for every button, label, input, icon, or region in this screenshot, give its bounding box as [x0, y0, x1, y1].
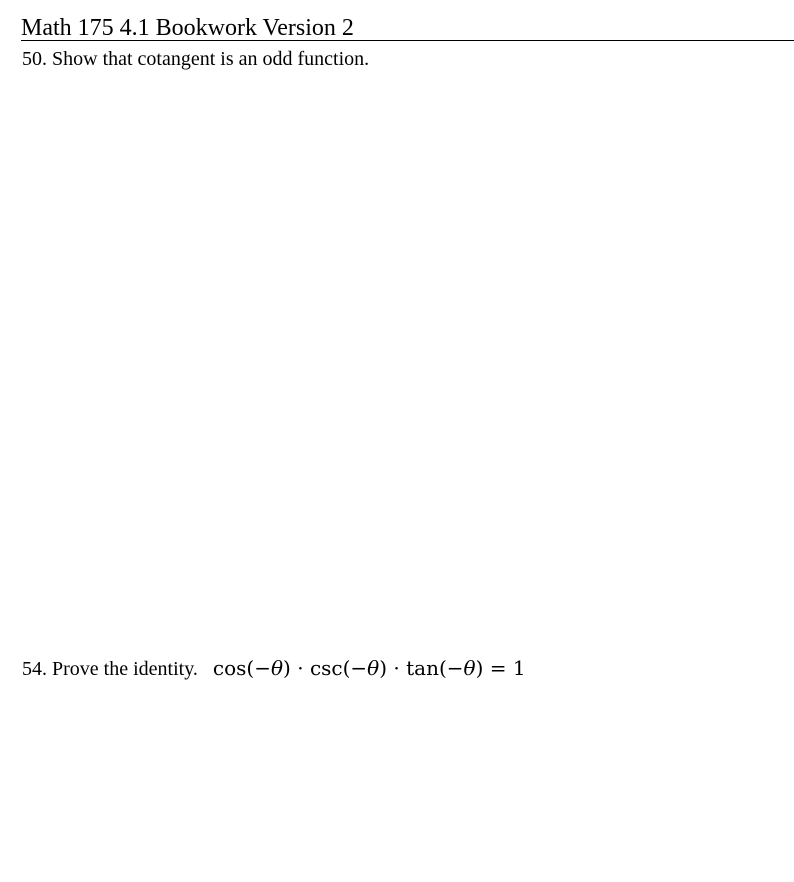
question-number: 50.	[22, 48, 47, 70]
csc-function: csc	[309, 656, 343, 680]
neg-theta-1: −θ	[254, 656, 284, 680]
dot-operator-1: ·	[297, 656, 304, 680]
equals-one: = 1	[489, 656, 526, 680]
question-text: Show that cotangent is an odd function.	[52, 48, 370, 70]
header-title: Math 175 4.1 Bookwork Version 2	[21, 15, 354, 41]
dot-operator-2: ·	[393, 656, 400, 680]
identity-formula: cos(−θ) · csc(−θ) · tan(−θ) = 1	[212, 656, 526, 680]
header-underline	[21, 40, 794, 41]
question-text: Prove the identity.	[52, 658, 198, 680]
question-50	[22, 47, 369, 71]
neg-theta-2: −θ	[350, 656, 380, 680]
question-54	[22, 656, 526, 681]
question-number: 54.	[22, 658, 47, 680]
cos-function: cos	[212, 656, 247, 680]
neg-theta-3: −θ	[446, 656, 476, 680]
page-title	[21, 14, 354, 42]
tan-function: tan	[406, 656, 439, 680]
